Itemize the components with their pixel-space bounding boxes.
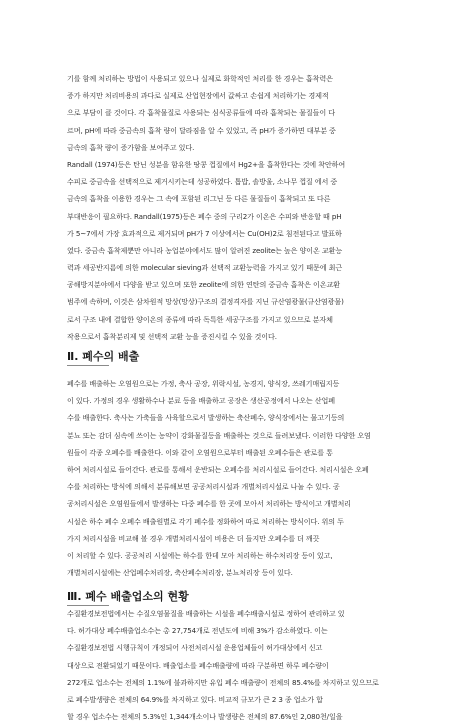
text-line: 가 5~7에서 가장 효과적으로 제거되며 pH가 7 이상에서는 Cu(OH)2로 침전된다고 발표하 xyxy=(67,228,342,238)
text-line: 할 경우 업소수는 전체의 5.3%인 1,344개소이나 발생량은 전체의 87.6%인 2,080천/일을 xyxy=(67,712,343,722)
intro-paragraph xyxy=(67,70,412,345)
section-2-heading: Ⅱ. 폐수의 배출 xyxy=(67,350,140,363)
text-line: 으로 부담이 클 것이다. 각 흡착물질로 사용되는 심식공류들에 따라 흡착되는 물질들이 다 xyxy=(67,108,335,118)
text-line: 수질환경보전법에서는 수질오염물질을 배출하는 시설을 폐수배출시설로 정하여 관리하고 있 xyxy=(67,609,345,618)
text-line: 금속의 흡착을 이용한 경우는 그 속에 포함된 리그닌 등 다른 물질들이 흡착되고 또 다른 xyxy=(67,194,331,204)
text-line: 수를 배출한다. 축사는 가축들을 사육할으로서 발생하는 축산폐수, 양식장에서는 물고기등의 xyxy=(67,413,345,423)
text-line: 작용으로서 흡착분리제 및 선택적 교환 능을 증진시킬 수 있을 것이다. xyxy=(67,331,277,341)
text-line: 증가 하지만 처리비용의 과다로 실제로 산업현장에서 값싸고 손쉽게 처리하기는 경제적 xyxy=(67,91,329,101)
text-line: 개별처리시설에는 산업폐수처리장, 축산폐수처리장, 분뇨처리장 등이 있다. xyxy=(67,568,293,578)
text-line: 르며, pH에 따라 중금속의 흡착 량이 달라짐을 알 수 있었고, 즉 pH가 증가하면 대부분 중 xyxy=(67,125,336,135)
text-line: 기를 함께 처리하는 방법이 사용되고 있으나 실제로 화학적인 처리를 한 경우는 흡착력은 xyxy=(67,74,333,83)
text-line: 범주에 속하며, 이것은 삼차원적 망상(망상)구조의 결정격자를 지닌 규산염광물(규산염광물) xyxy=(67,297,344,307)
section-3-heading: Ⅲ. 폐수 배출업소의 현황 xyxy=(67,590,189,603)
text-line: 력과 세공반지름에 의한 molecular sieving과 선택적 교환능력을 가지고 있기 때문에 최근 xyxy=(67,263,343,273)
text-line: 폐수를 배출하는 오염원으로는 가정, 축사 공장, 위락시설, 농경지, 양식장, 쓰레기매립지등 xyxy=(67,379,340,388)
text-line: 로서 구조 내에 결합한 양이온의 종류에 따라 독특한 세공구조를 가지고 있으므로 분자체 xyxy=(67,314,333,324)
text-line: 공해방지분야에서 다양을 받고 있으며 또한 zeolite에 의한 연탄의 중금속 흡착은 이온교환 xyxy=(67,280,340,290)
section-2-paragraph xyxy=(67,375,412,581)
text-line: 이 있다. 가정의 경우 생활하수나 분료 등을 배출하고 공장은 생산공정에서 나오는 산업폐 xyxy=(67,396,335,406)
text-line: 수질환경보전법 시행규칙이 개정되어 사전처리시설 운용업체들이 허가대상에서 신고 xyxy=(67,643,323,653)
text-line: 로 폐수발생량은 전체의 64.9%를 차지하고 있다. 비교적 규모가 큰 2 3 종 업소가 합 xyxy=(67,694,323,704)
text-line: 였다. 중금속 흡착제뿐만 아니라 농업분야에서도 많이 알려진 zeolite는 높은 양이온 교환능 xyxy=(67,245,343,255)
section-3-paragraph xyxy=(67,605,412,725)
text-line: Randall (1974)등은 탄닌 성분을 함유한 땅콩 껍질에서 Hg2+을 흡착한다는 것에 착안하여 xyxy=(67,159,346,169)
heading-underline xyxy=(67,365,109,366)
text-line: 가지 처리시설을 비교해 볼 경우 개별처리시설이 비용은 더 들지만 오폐수를 더 깨끗 xyxy=(67,533,320,543)
text-line: 금속의 흡착 량이 증가함을 보여주고 있다. xyxy=(67,142,195,152)
text-line: 대상으로 전환되었기 때문이다. 배출업소를 폐수배출량에 따라 구분하면 하루 폐수량이 xyxy=(67,660,329,670)
text-line: 부대반응이 필요하다. Randall(1975)등은 폐수 중의 구리2가 이온은 수피와 반응할 때 pH xyxy=(67,211,342,221)
text-line: 공처리시설은 오염원들에서 발생하는 다중 폐수를 한 곳에 모아서 처리하는 방식이고 개별처리 xyxy=(67,499,351,509)
text-line: 이 처리할 수 있다. 공공처리 시설에는 하수를 한데 모아 처리하는 하수처리장 등이 있고, xyxy=(67,550,333,560)
text-line: 다. 허가대상 폐수배출업소수는 총 27,754개로 전년도에 비해 3%가 감소하였다. 이는 xyxy=(67,626,328,636)
text-line: 수피로 중금속을 선택적으로 제거시키는데 성공하였다. 톱밥, 솔방울, 소나무 껍질 에서 중 xyxy=(67,177,338,187)
text-line: 원들이 각종 오폐수를 배출한다. 이와 같이 오염원으로부터 배출된 오폐수들은 관로를 통 xyxy=(67,447,333,457)
text-line: 하여 처리시설로 들어간다. 관로를 통해서 운반되는 오폐수를 처리시설로 들어간다. 처리시설은 오폐 xyxy=(67,464,369,474)
text-line: 수를 처리하는 방식에 의해서 분류해보면 공공처리시설과 개별처리시설로 나눌 수 있다. 공 xyxy=(67,482,340,492)
text-line: 분뇨 또는 감더 심속에 쓰이는 농약이 강화물질등을 배출하는 것으로 들려보냈다. 이러한 다양한 오염 xyxy=(67,430,371,440)
text-line: 272개로 업소수는 전체의 1.1%에 불과하지만 유입 폐수 배출량이 전체의 85.4%를 차지하고 있으므로 xyxy=(67,677,379,687)
text-line: 시설은 하수 폐수 오폐수 배출원별로 각기 폐수를 정화하여 따로 처리하는 방식이다. 위의 두 xyxy=(67,516,344,526)
